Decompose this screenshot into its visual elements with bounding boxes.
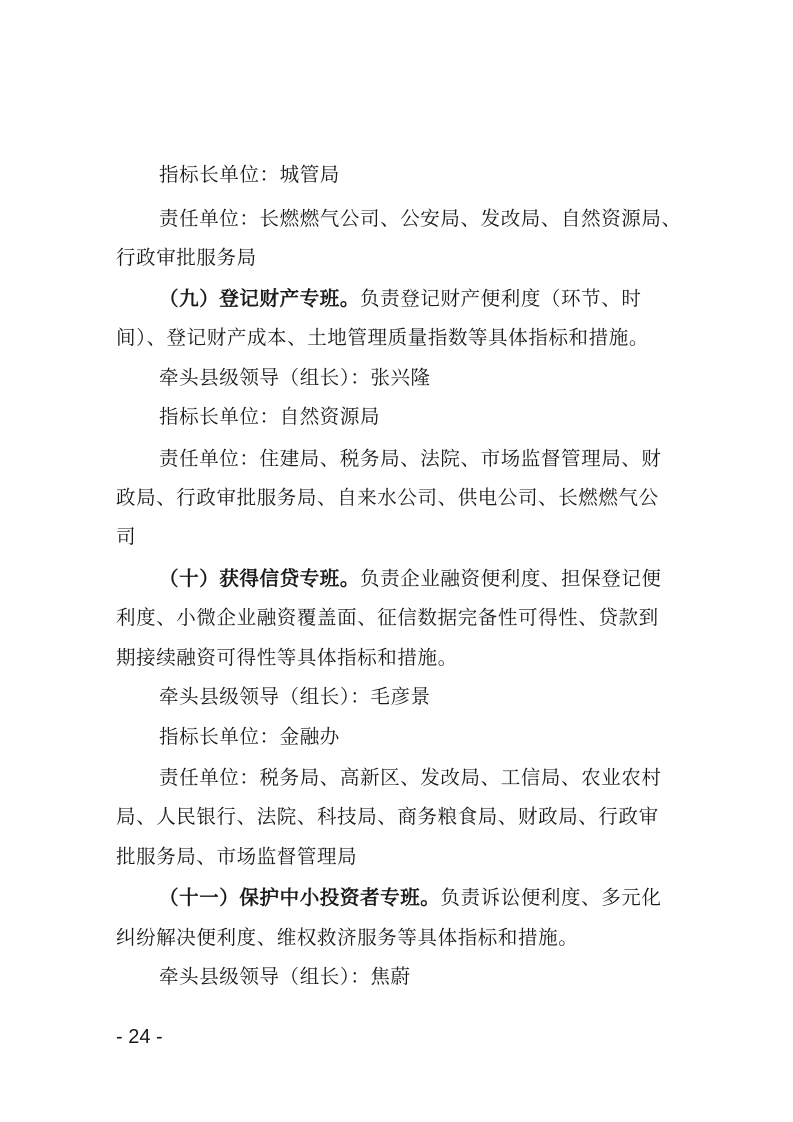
page-number: - 24 - xyxy=(116,1026,163,1048)
text-line xyxy=(116,844,357,870)
section-title: （九）登记财产专班。 xyxy=(159,287,361,310)
line-text: 批服务局、市场监督管理局 xyxy=(116,845,358,868)
section-title: （十）获得信贷专班。 xyxy=(159,567,361,590)
line-text: 指标长单位：金融办 xyxy=(159,725,340,748)
text-line xyxy=(159,684,431,710)
line-text: 司 xyxy=(116,525,137,548)
line-text: 指标长单位：自然资源局 xyxy=(159,405,381,428)
text-line xyxy=(159,765,662,791)
line-text: 责任单位：税务局、高新区、发改局、工信局、农业农村 xyxy=(159,766,662,789)
line-text: 纠纷解决便利度、维权救济服务等具体指标和措施。 xyxy=(116,926,579,949)
line-text: 指标长单位：城管局 xyxy=(159,163,340,186)
line-text: 负责企业融资便利度、担保登记便 xyxy=(360,567,662,590)
line-text: 责任单位：住建局、税务局、法院、市场监督管理局、财 xyxy=(159,447,662,470)
line-text: 牵头县级领导（组长）：焦蔚 xyxy=(159,965,411,988)
line-text: 利度、小微企业融资覆盖面、征信数据完备性可得性、贷款到 xyxy=(116,606,659,629)
text-line xyxy=(116,925,578,951)
line-text: 间）、登记财产成本、土地管理质量指数等具体指标和措施。 xyxy=(116,326,649,349)
text-line xyxy=(116,605,659,631)
line-text: 政局、行政审批服务局、自来水公司、供电公司、长燃燃气公 xyxy=(116,486,659,509)
line-text: 牵头县级领导（组长）：张兴隆 xyxy=(159,366,431,389)
text-line xyxy=(116,645,458,671)
text-line xyxy=(159,446,662,472)
text-line xyxy=(159,162,340,188)
line-text: 期接续融资可得性等具体指标和措施。 xyxy=(116,646,458,669)
text-line xyxy=(159,724,340,750)
line-text: 牵头县级领导（组长）：毛彦景 xyxy=(159,685,431,708)
text-line xyxy=(116,325,649,351)
text-line xyxy=(159,964,411,990)
line-text: 局、人民银行、法院、科技局、商务粮食局、财政局、行政审 xyxy=(116,805,659,828)
text-line xyxy=(159,365,431,391)
text-line xyxy=(116,485,659,511)
line-text: 责任单位：长燃燃气公司、公安局、发改局、自然资源局、 xyxy=(159,207,682,230)
line-text: 负责诉讼便利度、多元化 xyxy=(440,886,662,909)
section-heading-line xyxy=(159,286,641,312)
section-title: （十一）保护中小投资者专班。 xyxy=(159,886,441,909)
text-line xyxy=(159,404,380,430)
line-text: 行政审批服务局 xyxy=(116,246,257,269)
text-line xyxy=(159,206,682,232)
section-heading-line xyxy=(159,566,662,592)
line-text: 负责登记财产便利度（环节、时 xyxy=(360,287,642,310)
section-heading-line xyxy=(159,885,662,911)
text-line xyxy=(116,804,659,830)
text-line xyxy=(116,245,257,271)
text-line xyxy=(116,524,136,550)
